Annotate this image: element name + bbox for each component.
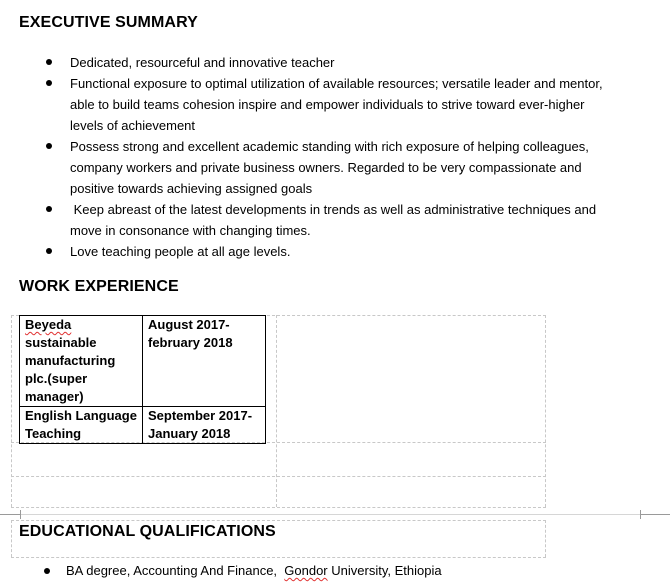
summary-item xyxy=(0,199,640,241)
university-name: Gondor xyxy=(284,563,328,578)
summary-item xyxy=(0,52,640,73)
bullet-icon xyxy=(46,143,52,149)
table-gridline xyxy=(545,315,546,507)
table-gridline xyxy=(11,520,12,557)
margin-boundary xyxy=(0,514,20,515)
table-gridline xyxy=(11,476,546,477)
summary-line: Keep abreast of the latest developments in trends as well as administrative techniques and xyxy=(70,202,597,217)
work-experience-heading: WORK EXPERIENCE xyxy=(19,278,179,295)
summary-line: Dedicated, resourceful and innovative teacher xyxy=(70,55,335,70)
table-row xyxy=(20,407,266,444)
employer-first-word: Beyeda xyxy=(25,317,72,332)
employer-text: English Language Teaching xyxy=(25,408,137,441)
table-gridline xyxy=(11,315,12,507)
table-gridline xyxy=(11,520,546,521)
work-experience-table xyxy=(19,315,266,444)
table-gridline xyxy=(11,557,546,558)
table-gridline xyxy=(276,315,277,507)
summary-line: Love teaching people at all age levels. xyxy=(70,244,291,259)
summary-line: move in consonance with changing times. xyxy=(70,223,311,238)
period-text: September 2017- January 2018 xyxy=(148,408,253,441)
period-cell[interactable] xyxy=(143,316,266,407)
period-cell[interactable] xyxy=(143,407,266,444)
period-text: August 2017- february 2018 xyxy=(148,317,233,350)
employer-cell[interactable] xyxy=(20,407,143,444)
summary-line: levels of achievement xyxy=(70,118,196,133)
summary-line: company workers and private business owners. Regarded to be very compassionate and xyxy=(70,160,582,175)
summary-item xyxy=(0,136,640,199)
margin-boundary xyxy=(20,514,640,515)
bullet-icon xyxy=(46,59,52,65)
employer-text: sustainable manufacturing plc.(super manager) xyxy=(25,335,116,404)
degree-text: BA degree, Accounting And Finance, xyxy=(66,563,285,578)
table-row xyxy=(20,316,266,407)
summary-line: Possess strong and excellent academic standing with rich exposure of helping colleagues, xyxy=(70,139,589,154)
margin-boundary xyxy=(640,514,670,515)
table-gridline xyxy=(545,520,546,557)
bullet-icon xyxy=(46,80,52,86)
summary-line: Functional exposure to optimal utilization of available resources; versatile leader and mentor, xyxy=(70,76,603,91)
bullet-icon xyxy=(46,248,52,254)
education-item xyxy=(0,561,442,581)
executive-summary-list xyxy=(0,52,640,262)
margin-marker xyxy=(20,510,21,519)
table-gridline xyxy=(11,507,546,508)
employer-cell[interactable] xyxy=(20,316,143,407)
margin-marker xyxy=(640,510,641,519)
bullet-icon xyxy=(44,568,50,574)
summary-item xyxy=(0,241,640,262)
educational-qualifications-heading: EDUCATIONAL QUALIFICATIONS xyxy=(19,523,276,540)
summary-line: able to build teams cohesion inspire and empower individuals to strive toward ever-higher xyxy=(70,97,585,112)
summary-line: positive towards achieving assigned goals xyxy=(70,181,313,196)
education-list xyxy=(0,561,442,581)
summary-item xyxy=(0,73,640,136)
university-location: University, Ethiopia xyxy=(327,563,442,578)
executive-summary-heading: EXECUTIVE SUMMARY xyxy=(19,14,198,31)
bullet-icon xyxy=(46,206,52,212)
